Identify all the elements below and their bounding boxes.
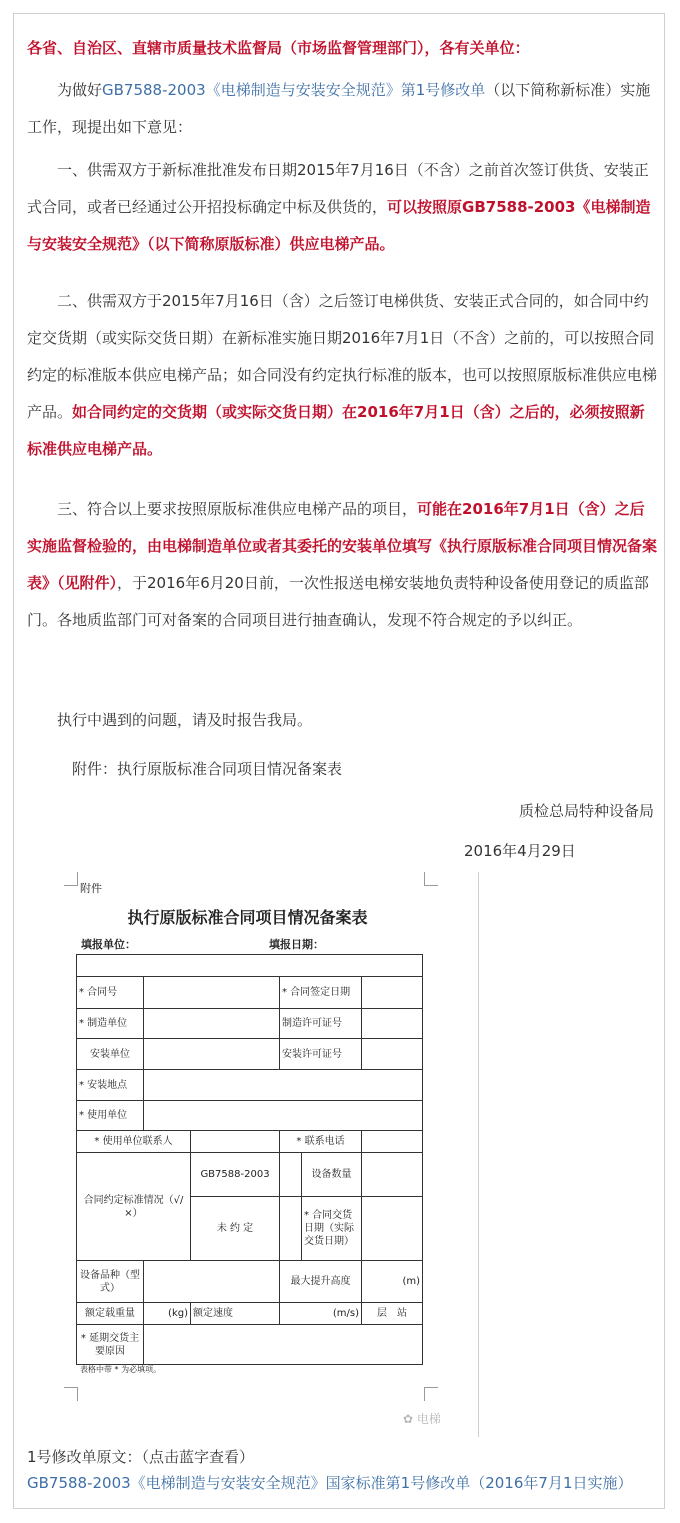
wechat-icon: ✿ [403, 1412, 417, 1426]
form-cell [362, 1039, 423, 1070]
table-row [77, 955, 423, 977]
crop-mark [64, 872, 78, 886]
item-three [27, 491, 657, 639]
item-three-emphasis: 可能在2016年7月1日（含）之后实施监督检验的，由电梯制造单位或者其委托的安装单位填写《执行原版标准合同项目情况备案表》（见附件） [27, 500, 658, 592]
form-cell: GB7588-2003 [191, 1153, 280, 1197]
form-cell: (m/s) [280, 1303, 362, 1325]
form-cell: 制造许可证号 [280, 1009, 362, 1039]
form-cell [280, 1153, 302, 1197]
closing-line: 执行中遇到的问题，请及时报告我局。 [57, 711, 313, 729]
form-cell: 设备数量 [302, 1153, 362, 1197]
table-row [77, 1101, 423, 1131]
crop-mark [64, 1387, 78, 1401]
form-cell: * 延期交货主要原因 [77, 1325, 144, 1365]
form-cell: 合同约定标准情况（√/×） [77, 1153, 191, 1261]
item-two-emphasis: 如合同约定的交货期（或实际交货日期）在2016年7月1日（含）之后的，必须按照新标准供应电梯产品。 [27, 403, 645, 458]
form-cell [144, 977, 280, 1009]
item-three-text: 三、符合以上要求按照原版标准供应电梯产品的项目， [57, 500, 418, 518]
table-row [77, 1039, 423, 1070]
issue-date: 2016年4月29日 [464, 842, 576, 860]
form-cell: * 使用单位联系人 [77, 1131, 191, 1153]
form-cell [362, 1131, 423, 1153]
form-cell: 未 约 定 [191, 1197, 280, 1261]
intro-paragraph [27, 72, 657, 146]
form-cell: 额定速度 [191, 1303, 280, 1325]
table-row [77, 1070, 423, 1101]
form-cell: * 合同交货日期（实际交货日期） [302, 1197, 362, 1261]
crop-mark [424, 872, 438, 886]
form-cell [362, 1009, 423, 1039]
form-cell: 安装许可证号 [280, 1039, 362, 1070]
intro-post: （以下简称新标准）实施工作，现提出如下意见： [27, 81, 651, 136]
item-three-post: ，于2016年6月20日前，一次性报送电梯安装地负责特种设备使用登记的质监部门。各地质监部门可对备案的合同项目进行抽查确认，发现不符合规定的予以纠正。 [27, 574, 649, 629]
table-row [77, 1153, 423, 1197]
addressee: 各省、自治区、直辖市质量技术监督局（市场监督管理部门），各有关单位： [27, 39, 530, 57]
item-two-text: 二、供需双方于2015年7月16日（含）之后签订电梯供货、安装正式合同的，如合同中约定交货期（或实际交货日期）在新标准实施日期2016年7月1日（不含）之前的，可以按照合同约定的标准版本供应电梯产品；如合同没有约定执行标准的版本，也可以按照原版标准供应电梯产品。 [27, 292, 658, 421]
form-cell: 层 站 [362, 1303, 423, 1325]
form-cell [280, 1197, 302, 1261]
watermark-text: 电梯 [416, 1412, 441, 1426]
form-cell [362, 1153, 423, 1197]
form-cell [77, 955, 423, 977]
form-cell [144, 1261, 280, 1303]
fill-unit-label: 填报单位： [81, 938, 136, 951]
item-one [27, 152, 657, 263]
attachment-form-image [70, 872, 478, 1437]
form-cell [144, 1039, 280, 1070]
amendment-link[interactable]: GB7588-2003《电梯制造与安装安全规范》国家标准第1号修改单（2016年7月1日实施） [27, 1474, 633, 1492]
table-row [77, 1261, 423, 1303]
intro-pre: 为做好 [57, 81, 103, 99]
form-attachment-label: 附件 [80, 882, 102, 895]
form-cell: * 联系电话 [280, 1131, 362, 1153]
crop-mark [424, 1387, 438, 1401]
table-row [77, 977, 423, 1009]
form-cell [362, 977, 423, 1009]
form-cell: * 使用单位 [77, 1101, 144, 1131]
fill-date-label: 填报日期： [269, 938, 324, 951]
filing-form-table [76, 954, 423, 1365]
standard-link[interactable]: GB7588-2003《电梯制造与安装安全规范》第1号修改单 [102, 81, 486, 99]
form-cell [144, 1009, 280, 1039]
form-cell: 设备品种（型式） [77, 1261, 144, 1303]
form-cell [144, 1101, 423, 1131]
form-cell: 最大提升高度 [280, 1261, 362, 1303]
form-cell: * 安装地点 [77, 1070, 144, 1101]
form-cell: * 合同签定日期 [280, 977, 362, 1009]
table-row [77, 1131, 423, 1153]
table-row [77, 1303, 423, 1325]
form-footnote: 表格中带 * 为必填项。 [80, 1365, 162, 1374]
form-cell [144, 1325, 423, 1365]
form-cell: (kg) [144, 1303, 191, 1325]
form-cell [191, 1131, 280, 1153]
form-cell [362, 1197, 423, 1261]
table-row [77, 1325, 423, 1365]
form-cell [144, 1070, 423, 1101]
form-cell: 安装单位 [77, 1039, 144, 1070]
form-cell: * 制造单位 [77, 1009, 144, 1039]
original-text-label: 1号修改单原文：（点击蓝字查看） [27, 1448, 255, 1466]
form-cell: (m) [362, 1261, 423, 1303]
watermark [403, 1410, 441, 1427]
item-one-emphasis: 可以按照原GB7588-2003《电梯制造与安装安全规范》（以下简称原版标准）供应电梯产品。 [27, 198, 651, 253]
form-cell: 额定载重量 [77, 1303, 144, 1325]
item-two [27, 283, 657, 468]
item-one-text: 一、供需双方于新标准批准发布日期2015年7月16日（不含）之前首次签订供货、安装正式合同，或者已经通过公开招投标确定中标及供货的， [27, 161, 649, 216]
page-edge-line [478, 872, 479, 1437]
issuing-org: 质检总局特种设备局 [518, 802, 654, 820]
form-title: 执行原版标准合同项目情况备案表 [127, 908, 368, 927]
table-row [77, 1009, 423, 1039]
form-cell: * 合同号 [77, 977, 144, 1009]
attachment-line: 附件：执行原版标准合同项目情况备案表 [72, 760, 343, 778]
